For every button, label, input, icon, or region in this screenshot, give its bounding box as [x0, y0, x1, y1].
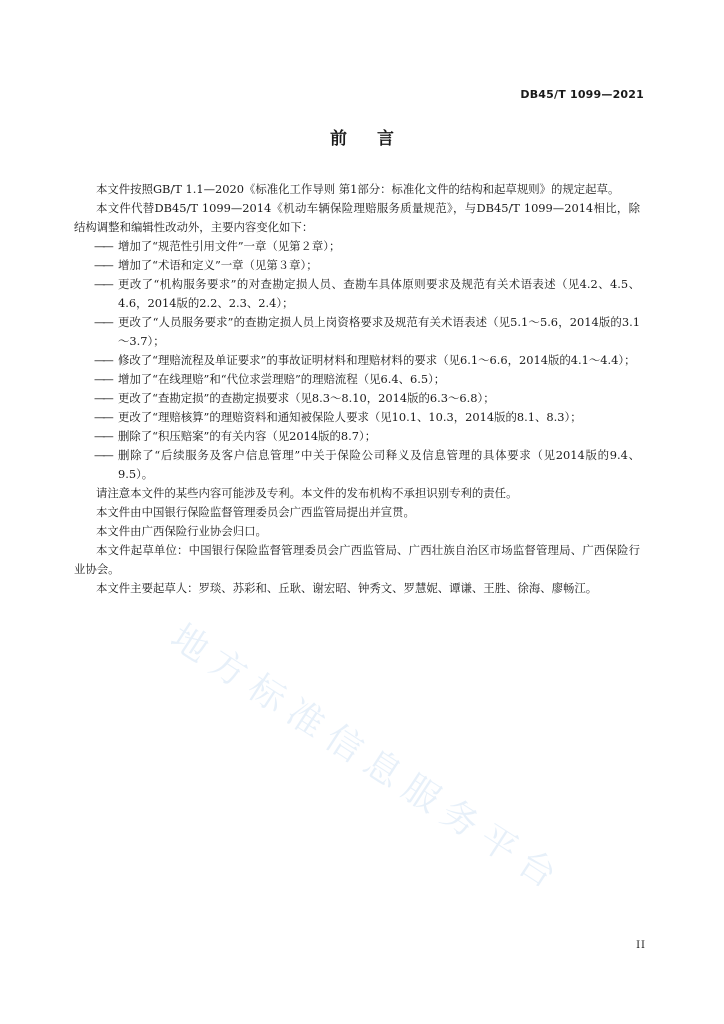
watermark: 地方标准信息服务平台 — [163, 616, 572, 902]
paragraph-patent-notice: 请注意本文件的某些内容可能涉及专利。本文件的发布机构不承担识别专利的责任。 — [96, 486, 518, 500]
list-item — [74, 427, 640, 446]
dash-marker: —— — [94, 391, 111, 405]
list-item-text: 修改了“理赔流程及单证要求”的事故证明材料和理赔材料的要求（见6.1～6.6，2014版的4.1～4.4）； — [118, 353, 636, 367]
paragraph-replacement: 本文件代替DB45/T 1099—2014《机动车辆保险理赔服务质量规范》，与DB45/T 1099—2014相比，除结构调整和编辑性改动外，主要内容变化如下： — [74, 201, 640, 234]
list-item — [74, 275, 640, 313]
paragraph-drafting-units: 本文件起草单位：中国银行保险监督管理委员会广西监管局、广西壮族自治区市场监督管理局、广西保险行业协会。 — [74, 543, 640, 576]
list-item-text: 更改了“机构服务要求”的对查勘定损人员、查勘车具体原则要求及规范有关术语表述（见4.2、4.5、4.6，2014版的2.2、2.3、2.4）； — [118, 277, 640, 310]
list-item-text: 更改了“查勘定损”的查勘定损要求（见8.3～8.10，2014版的6.3～6.8）； — [118, 391, 495, 405]
dash-marker: —— — [94, 410, 111, 424]
list-item-text: 增加了“术语和定义”一章（见第３章）； — [118, 258, 318, 272]
list-item-text: 更改了“人员服务要求”的查勘定损人员上岗资格要求及规范有关术语表述（见5.1～5.6，2014版的3.1～3.7）； — [118, 315, 640, 348]
paragraph-drafting-basis: 本文件按照GB/T 1.1—2020《标准化工作导则 第1部分：标准化文件的结构和起草规则》的规定起草。 — [96, 182, 620, 196]
list-item — [74, 370, 640, 389]
list-item-text: 增加了“在线理赔”和“代位求尝理赔”的理赔流程（见6.4、6.5）； — [118, 372, 446, 386]
list-item — [74, 408, 640, 427]
page-number: II — [636, 940, 646, 951]
dash-marker: —— — [94, 315, 111, 329]
list-item-text: 删除了“积压赔案”的有关内容（见2014版的8.7）； — [118, 429, 377, 443]
dash-marker: —— — [94, 239, 111, 253]
dash-marker: —— — [94, 429, 111, 443]
dash-marker: —— — [94, 353, 111, 367]
foreword-body — [74, 180, 640, 598]
dash-marker: —— — [94, 258, 111, 272]
change-list — [74, 237, 640, 484]
list-item-text: 增加了“规范性引用文件”一章（见第２章）； — [118, 239, 341, 253]
dash-marker: —— — [94, 372, 111, 386]
paragraph-centralized: 本文件由广西保险行业协会归口。 — [96, 524, 267, 538]
paragraph-proposer: 本文件由中国银行保险监督管理委员会广西监管局提出并宣贯。 — [96, 505, 415, 519]
list-item — [74, 237, 640, 256]
list-item — [74, 256, 640, 275]
list-item — [74, 389, 640, 408]
document-number: DB45/T 1099—2021 — [520, 88, 644, 101]
list-item-text: 删除了“后续服务及客户信息管理”中关于保险公司释义及信息管理的具体要求（见2014版的9.4、9.5）。 — [118, 448, 640, 481]
dash-marker: —— — [94, 448, 111, 462]
paragraph-drafters: 本文件主要起草人：罗琰、苏彩和、丘耿、谢宏昭、钟秀文、罗慧妮、谭谦、王胜、徐海、廖畅江。 — [96, 581, 598, 595]
list-item-text: 更改了“理赔核算”的理赔资料和通知被保险人要求（见10.1、10.3，2014版的8.1、8.3）； — [118, 410, 582, 424]
list-item — [74, 446, 640, 484]
list-item — [74, 351, 640, 370]
page-title: 前言 — [330, 129, 424, 149]
dash-marker: —— — [94, 277, 111, 291]
list-item — [74, 313, 640, 351]
